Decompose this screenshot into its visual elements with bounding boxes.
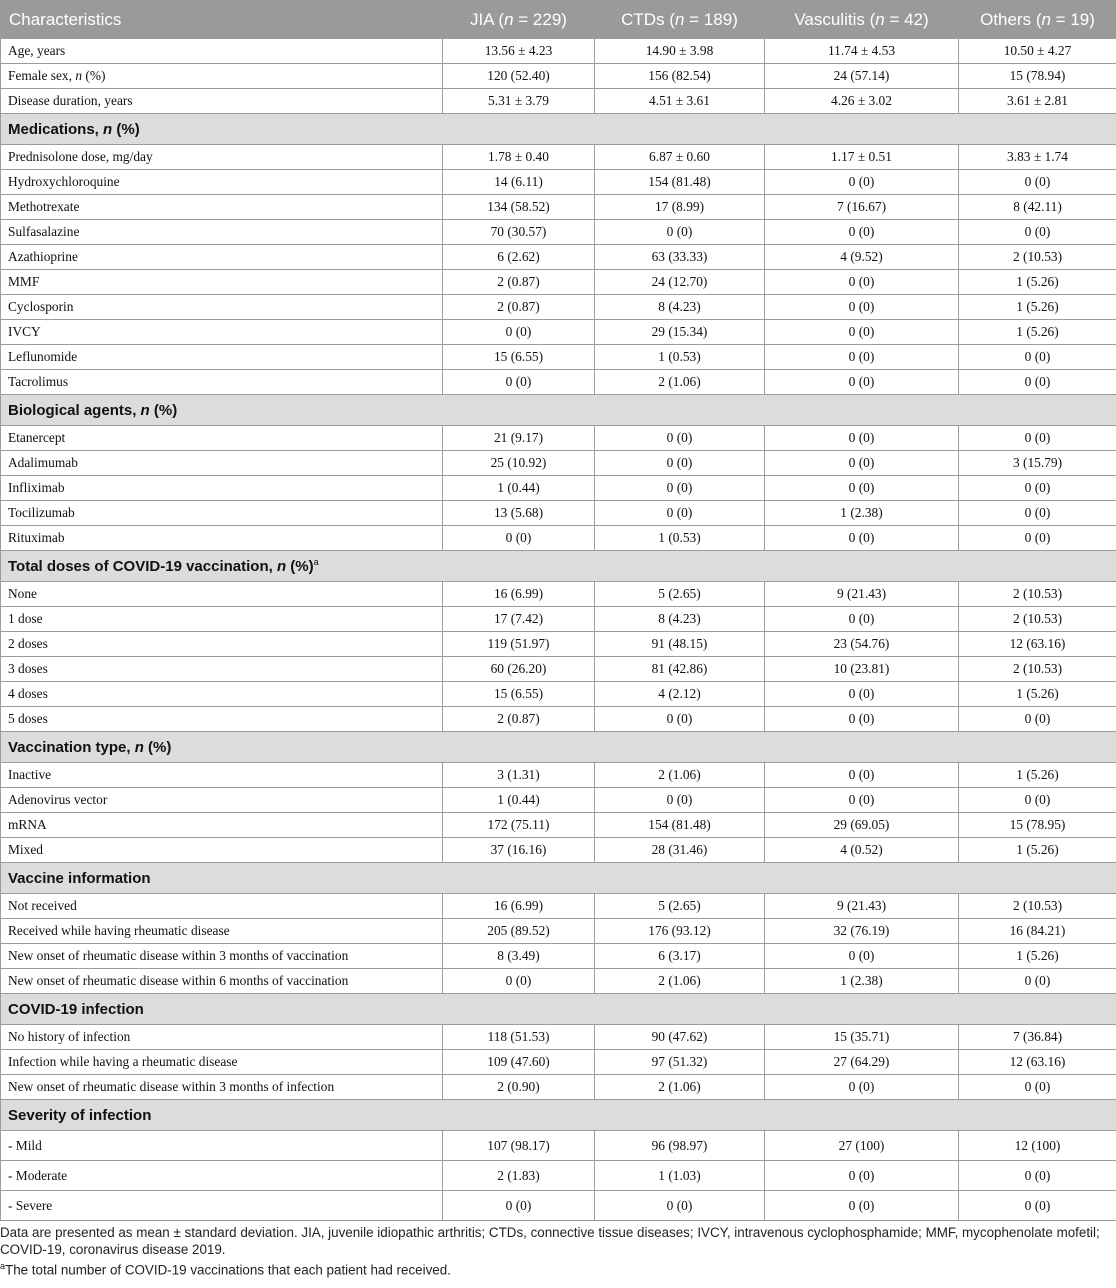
label-italic: n xyxy=(75,68,83,84)
row-label: Not received xyxy=(1,894,443,919)
value-cell: 29 (15.34) xyxy=(595,320,765,345)
table-row xyxy=(1,1025,1116,1050)
value-cell: 0 (0) xyxy=(959,1191,1116,1221)
table-header-row xyxy=(1,1,1116,39)
value-cell: 10 (23.81) xyxy=(765,657,959,682)
value-cell: 15 (35.71) xyxy=(765,1025,959,1050)
header-n-label: n xyxy=(674,10,685,29)
row-label: Infliximab xyxy=(1,476,443,501)
value-cell: 0 (0) xyxy=(765,451,959,476)
value-cell: 0 (0) xyxy=(765,295,959,320)
value-cell: 17 (8.99) xyxy=(595,195,765,220)
value-cell: 2 (1.83) xyxy=(443,1161,595,1191)
label-italic: n xyxy=(276,558,287,575)
header-col-vasculitis: Vasculitis (n = 42) xyxy=(765,1,959,39)
row-label: IVCY xyxy=(1,320,443,345)
value-cell: 2 (1.06) xyxy=(595,1075,765,1100)
value-cell: 97 (51.32) xyxy=(595,1050,765,1075)
value-cell: 0 (0) xyxy=(765,1161,959,1191)
row-label: Cyclosporin xyxy=(1,295,443,320)
section-label xyxy=(1,732,1116,763)
table-row xyxy=(1,345,1116,370)
value-cell: 0 (0) xyxy=(959,1161,1116,1191)
value-cell: 0 (0) xyxy=(959,501,1116,526)
table-row xyxy=(1,838,1116,863)
table-row xyxy=(1,894,1116,919)
value-cell: 3.61 ± 2.81 xyxy=(959,89,1116,114)
value-cell: 2 (10.53) xyxy=(959,245,1116,270)
value-cell: 0 (0) xyxy=(959,707,1116,732)
row-label: Disease duration, years xyxy=(1,89,443,114)
header-characteristics: Characteristics xyxy=(1,1,443,39)
row-label: Received while having rheumatic disease xyxy=(1,919,443,944)
value-cell: 2 (10.53) xyxy=(959,607,1116,632)
value-cell: 0 (0) xyxy=(765,270,959,295)
value-cell: 0 (0) xyxy=(765,707,959,732)
table-row xyxy=(1,1131,1116,1161)
value-cell: 15 (6.55) xyxy=(443,345,595,370)
value-cell: 1 (5.26) xyxy=(959,270,1116,295)
value-cell: 0 (0) xyxy=(595,788,765,813)
value-cell: 2 (10.53) xyxy=(959,582,1116,607)
row-label: Etanercept xyxy=(1,426,443,451)
header-n-label: n xyxy=(875,10,885,29)
value-cell: 12 (100) xyxy=(959,1131,1116,1161)
table-row xyxy=(1,813,1116,838)
table-row xyxy=(1,707,1116,732)
row-label: New onset of rheumatic disease within 3 months of infection xyxy=(1,1075,443,1100)
header-col-others: Others (n = 19) xyxy=(959,1,1116,39)
value-cell: 0 (0) xyxy=(595,451,765,476)
value-cell: 0 (0) xyxy=(765,1075,959,1100)
value-cell: 13 (5.68) xyxy=(443,501,595,526)
value-cell: 1 (5.26) xyxy=(959,944,1116,969)
row-label: Inactive xyxy=(1,763,443,788)
table-row xyxy=(1,39,1116,64)
value-cell: 0 (0) xyxy=(959,788,1116,813)
section-header-row xyxy=(1,114,1116,145)
value-cell: 16 (84.21) xyxy=(959,919,1116,944)
table-row xyxy=(1,245,1116,270)
section-label: Vaccine information xyxy=(1,863,1116,894)
value-cell: 3 (1.31) xyxy=(443,763,595,788)
label-text: Medications, xyxy=(8,120,104,138)
value-cell: 5 (2.65) xyxy=(595,582,765,607)
value-cell: 0 (0) xyxy=(443,969,595,994)
value-cell: 10.50 ± 4.27 xyxy=(959,39,1116,64)
value-cell: 156 (82.54) xyxy=(595,64,765,89)
value-cell: 0 (0) xyxy=(595,1191,765,1221)
value-cell: 0 (0) xyxy=(765,526,959,551)
value-cell: 16 (6.99) xyxy=(443,894,595,919)
value-cell: 96 (98.97) xyxy=(595,1131,765,1161)
header-col-name: Vasculitis xyxy=(794,10,865,29)
value-cell: 32 (76.19) xyxy=(765,919,959,944)
value-cell: 12 (63.16) xyxy=(959,1050,1116,1075)
table-row xyxy=(1,320,1116,345)
label-text: Vaccination type, xyxy=(8,738,135,756)
header-col-name: CTDs xyxy=(621,10,665,29)
table-row xyxy=(1,195,1116,220)
value-cell: 15 (78.95) xyxy=(959,813,1116,838)
table-row xyxy=(1,426,1116,451)
label-suffix: (%) xyxy=(286,558,314,575)
value-cell: 6.87 ± 0.60 xyxy=(595,145,765,170)
label-suffix: (%) xyxy=(112,120,140,138)
value-cell: 0 (0) xyxy=(959,1075,1116,1100)
value-cell: 16 (6.99) xyxy=(443,582,595,607)
value-cell: 176 (93.12) xyxy=(595,919,765,944)
table-row xyxy=(1,607,1116,632)
value-cell: 120 (52.40) xyxy=(443,64,595,89)
value-cell: 70 (30.57) xyxy=(443,220,595,245)
row-label: - Severe xyxy=(1,1191,443,1221)
row-label: Adenovirus vector xyxy=(1,788,443,813)
table-row xyxy=(1,763,1116,788)
value-cell: 1.78 ± 0.40 xyxy=(443,145,595,170)
table-row xyxy=(1,526,1116,551)
row-label: Age, years xyxy=(1,39,443,64)
value-cell: 0 (0) xyxy=(765,220,959,245)
value-cell: 109 (47.60) xyxy=(443,1050,595,1075)
value-cell: 60 (26.20) xyxy=(443,657,595,682)
value-cell: 17 (7.42) xyxy=(443,607,595,632)
value-cell: 134 (58.52) xyxy=(443,195,595,220)
row-label: Tocilizumab xyxy=(1,501,443,526)
value-cell: 63 (33.33) xyxy=(595,245,765,270)
value-cell: 1 (5.26) xyxy=(959,295,1116,320)
table-row xyxy=(1,145,1116,170)
value-cell: 21 (9.17) xyxy=(443,426,595,451)
value-cell: 118 (51.53) xyxy=(443,1025,595,1050)
value-cell: 5 (2.65) xyxy=(595,894,765,919)
table-row xyxy=(1,682,1116,707)
table-row xyxy=(1,969,1116,994)
value-cell: 2 (0.87) xyxy=(443,295,595,320)
table-notes xyxy=(0,1224,1110,1278)
value-cell: 14 (6.11) xyxy=(443,170,595,195)
row-label: 5 doses xyxy=(1,707,443,732)
value-cell: 0 (0) xyxy=(765,1191,959,1221)
value-cell: 8 (42.11) xyxy=(959,195,1116,220)
row-label: - Mild xyxy=(1,1131,443,1161)
value-cell: 0 (0) xyxy=(595,501,765,526)
table-row xyxy=(1,220,1116,245)
value-cell: 1 (5.26) xyxy=(959,763,1116,788)
section-label xyxy=(1,114,1116,145)
value-cell: 0 (0) xyxy=(765,788,959,813)
section-header-row xyxy=(1,994,1116,1025)
value-cell: 0 (0) xyxy=(959,220,1116,245)
value-cell: 2 (1.06) xyxy=(595,370,765,395)
header-col-name: JIA xyxy=(470,10,494,29)
value-cell: 0 (0) xyxy=(765,170,959,195)
value-cell: 90 (47.62) xyxy=(595,1025,765,1050)
header-n-label: n xyxy=(504,10,514,29)
value-cell: 0 (0) xyxy=(443,526,595,551)
value-cell: 1 (5.26) xyxy=(959,320,1116,345)
table-row xyxy=(1,451,1116,476)
value-cell: 0 (0) xyxy=(765,944,959,969)
label-italic: n xyxy=(103,120,113,138)
header-col-name: Others xyxy=(980,10,1032,29)
value-cell: 27 (100) xyxy=(765,1131,959,1161)
value-cell: 0 (0) xyxy=(765,370,959,395)
value-cell: 1 (0.53) xyxy=(595,526,765,551)
value-cell: 2 (0.90) xyxy=(443,1075,595,1100)
value-cell: 0 (0) xyxy=(595,707,765,732)
value-cell: 0 (0) xyxy=(595,426,765,451)
value-cell: 3 (15.79) xyxy=(959,451,1116,476)
header-n-label: n xyxy=(1041,10,1051,29)
value-cell: 24 (12.70) xyxy=(595,270,765,295)
row-label: Prednisolone dose, mg/day xyxy=(1,145,443,170)
value-cell: 0 (0) xyxy=(959,476,1116,501)
row-label: Infection while having a rheumatic disease xyxy=(1,1050,443,1075)
value-cell: 0 (0) xyxy=(765,763,959,788)
label-text: Total doses of COVID-19 vaccination, xyxy=(8,558,277,575)
value-cell: 12 (63.16) xyxy=(959,632,1116,657)
value-cell: 4.51 ± 3.61 xyxy=(595,89,765,114)
value-cell: 154 (81.48) xyxy=(595,170,765,195)
value-cell: 0 (0) xyxy=(959,526,1116,551)
value-cell: 154 (81.48) xyxy=(595,813,765,838)
value-cell: 1 (0.53) xyxy=(595,345,765,370)
value-cell: 13.56 ± 4.23 xyxy=(443,39,595,64)
value-cell: 0 (0) xyxy=(595,220,765,245)
header-n-value: = 19 xyxy=(1050,10,1090,29)
header-col-ctds: CTDs (n = 189) xyxy=(595,1,765,39)
table-row xyxy=(1,476,1116,501)
value-cell: 9 (21.43) xyxy=(765,894,959,919)
value-cell: 0 (0) xyxy=(765,345,959,370)
table-row xyxy=(1,89,1116,114)
value-cell: 4 (9.52) xyxy=(765,245,959,270)
value-cell: 15 (78.94) xyxy=(959,64,1116,89)
value-cell: 27 (64.29) xyxy=(765,1050,959,1075)
row-label: None xyxy=(1,582,443,607)
value-cell: 0 (0) xyxy=(765,320,959,345)
value-cell: 0 (0) xyxy=(595,476,765,501)
value-cell: 2 (0.87) xyxy=(443,707,595,732)
value-cell: 6 (2.62) xyxy=(443,245,595,270)
value-cell: 2 (0.87) xyxy=(443,270,595,295)
table-note-abbreviations: Data are presented as mean ± standard deviation. JIA, juvenile idiopathic arthritis; CTDs, connective tissue diseases; IVCY, intravenous cyclophosphamide; MMF, mycophenolate mofetil; COVID-19, coronavirus disease 2019. xyxy=(0,1225,1100,1257)
value-cell: 8 (3.49) xyxy=(443,944,595,969)
table-row xyxy=(1,295,1116,320)
value-cell: 0 (0) xyxy=(959,345,1116,370)
table-row xyxy=(1,1161,1116,1191)
value-cell: 4 (2.12) xyxy=(595,682,765,707)
value-cell: 15 (6.55) xyxy=(443,682,595,707)
value-cell: 2 (1.06) xyxy=(595,969,765,994)
row-label: Hydroxychloroquine xyxy=(1,170,443,195)
value-cell: 28 (31.46) xyxy=(595,838,765,863)
value-cell: 8 (4.23) xyxy=(595,295,765,320)
row-label: Adalimumab xyxy=(1,451,443,476)
table-row xyxy=(1,632,1116,657)
row-label: 2 doses xyxy=(1,632,443,657)
value-cell: 0 (0) xyxy=(765,607,959,632)
value-cell: 7 (36.84) xyxy=(959,1025,1116,1050)
table-row xyxy=(1,919,1116,944)
value-cell: 1 (0.44) xyxy=(443,788,595,813)
row-label: No history of infection xyxy=(1,1025,443,1050)
section-header-row xyxy=(1,551,1116,582)
label-text: Biological agents, xyxy=(8,401,141,419)
value-cell: 0 (0) xyxy=(765,426,959,451)
row-label xyxy=(1,64,443,89)
table-body xyxy=(1,39,1116,1221)
value-cell: 1 (0.44) xyxy=(443,476,595,501)
value-cell: 23 (54.76) xyxy=(765,632,959,657)
value-cell: 1.17 ± 0.51 xyxy=(765,145,959,170)
header-n-value: = 42 xyxy=(884,10,924,29)
footnote-mark: a xyxy=(0,1261,6,1271)
value-cell: 1 (2.38) xyxy=(765,969,959,994)
value-cell: 0 (0) xyxy=(443,1191,595,1221)
value-cell: 81 (42.86) xyxy=(595,657,765,682)
footnote-ref: a xyxy=(313,557,319,567)
table-row xyxy=(1,1191,1116,1221)
section-label xyxy=(1,395,1116,426)
value-cell: 1 (2.38) xyxy=(765,501,959,526)
table-row xyxy=(1,582,1116,607)
row-label: New onset of rheumatic disease within 3 months of vaccination xyxy=(1,944,443,969)
label-italic: n xyxy=(134,738,144,756)
value-cell: 7 (16.67) xyxy=(765,195,959,220)
table-row xyxy=(1,370,1116,395)
label-italic: n xyxy=(140,401,150,419)
table-row xyxy=(1,64,1116,89)
table-row xyxy=(1,1050,1116,1075)
row-label: Mixed xyxy=(1,838,443,863)
section-header-row xyxy=(1,732,1116,763)
value-cell: 29 (69.05) xyxy=(765,813,959,838)
value-cell: 119 (51.97) xyxy=(443,632,595,657)
value-cell: 0 (0) xyxy=(765,682,959,707)
row-label: MMF xyxy=(1,270,443,295)
row-label: New onset of rheumatic disease within 6 months of vaccination xyxy=(1,969,443,994)
row-label: Azathioprine xyxy=(1,245,443,270)
section-header-row xyxy=(1,863,1116,894)
section-header-row xyxy=(1,1100,1116,1131)
value-cell: 172 (75.11) xyxy=(443,813,595,838)
row-label: Rituximab xyxy=(1,526,443,551)
value-cell: 8 (4.23) xyxy=(595,607,765,632)
header-col-jia: JIA (n = 229) xyxy=(443,1,595,39)
value-cell: 4.26 ± 3.02 xyxy=(765,89,959,114)
label-suffix: (%) xyxy=(82,68,106,84)
value-cell: 11.74 ± 4.53 xyxy=(765,39,959,64)
value-cell: 2 (1.06) xyxy=(595,763,765,788)
row-label: Tacrolimus xyxy=(1,370,443,395)
value-cell: 5.31 ± 3.79 xyxy=(443,89,595,114)
table-row xyxy=(1,1075,1116,1100)
value-cell: 6 (3.17) xyxy=(595,944,765,969)
row-label: mRNA xyxy=(1,813,443,838)
table-row xyxy=(1,501,1116,526)
table-row xyxy=(1,270,1116,295)
value-cell: 1 (5.26) xyxy=(959,838,1116,863)
value-cell: 2 (10.53) xyxy=(959,894,1116,919)
value-cell: 3.83 ± 1.74 xyxy=(959,145,1116,170)
value-cell: 4 (0.52) xyxy=(765,838,959,863)
section-label: COVID-19 infection xyxy=(1,994,1116,1025)
value-cell: 91 (48.15) xyxy=(595,632,765,657)
table-row xyxy=(1,944,1116,969)
value-cell: 0 (0) xyxy=(959,426,1116,451)
table-row xyxy=(1,170,1116,195)
row-label: 4 doses xyxy=(1,682,443,707)
value-cell: 107 (98.17) xyxy=(443,1131,595,1161)
value-cell: 0 (0) xyxy=(959,170,1116,195)
footnote-text: The total number of COVID-19 vaccinations that each patient had received. xyxy=(5,1262,451,1278)
header-n-value: = 189 xyxy=(684,10,733,29)
table-row xyxy=(1,657,1116,682)
label-suffix: (%) xyxy=(143,738,172,756)
label-suffix: (%) xyxy=(149,401,178,419)
value-cell: 0 (0) xyxy=(443,370,595,395)
table-row xyxy=(1,788,1116,813)
header-n-value: = 229 xyxy=(513,10,562,29)
row-label: Sulfasalazine xyxy=(1,220,443,245)
row-label: 1 dose xyxy=(1,607,443,632)
value-cell: 0 (0) xyxy=(959,969,1116,994)
section-header-row xyxy=(1,395,1116,426)
value-cell: 9 (21.43) xyxy=(765,582,959,607)
row-label: - Moderate xyxy=(1,1161,443,1191)
value-cell: 37 (16.16) xyxy=(443,838,595,863)
value-cell: 14.90 ± 3.98 xyxy=(595,39,765,64)
value-cell: 1 (5.26) xyxy=(959,682,1116,707)
value-cell: 1 (1.03) xyxy=(595,1161,765,1191)
value-cell: 0 (0) xyxy=(765,476,959,501)
value-cell: 2 (10.53) xyxy=(959,657,1116,682)
table-footnote xyxy=(0,1258,1110,1278)
row-label: Leflunomide xyxy=(1,345,443,370)
section-label: Severity of infection xyxy=(1,1100,1116,1131)
label-text: Female sex, xyxy=(8,68,76,84)
row-label: 3 doses xyxy=(1,657,443,682)
value-cell: 0 (0) xyxy=(443,320,595,345)
section-label xyxy=(1,551,1116,582)
value-cell: 0 (0) xyxy=(959,370,1116,395)
value-cell: 24 (57.14) xyxy=(765,64,959,89)
value-cell: 205 (89.52) xyxy=(443,919,595,944)
row-label: Methotrexate xyxy=(1,195,443,220)
value-cell: 25 (10.92) xyxy=(443,451,595,476)
